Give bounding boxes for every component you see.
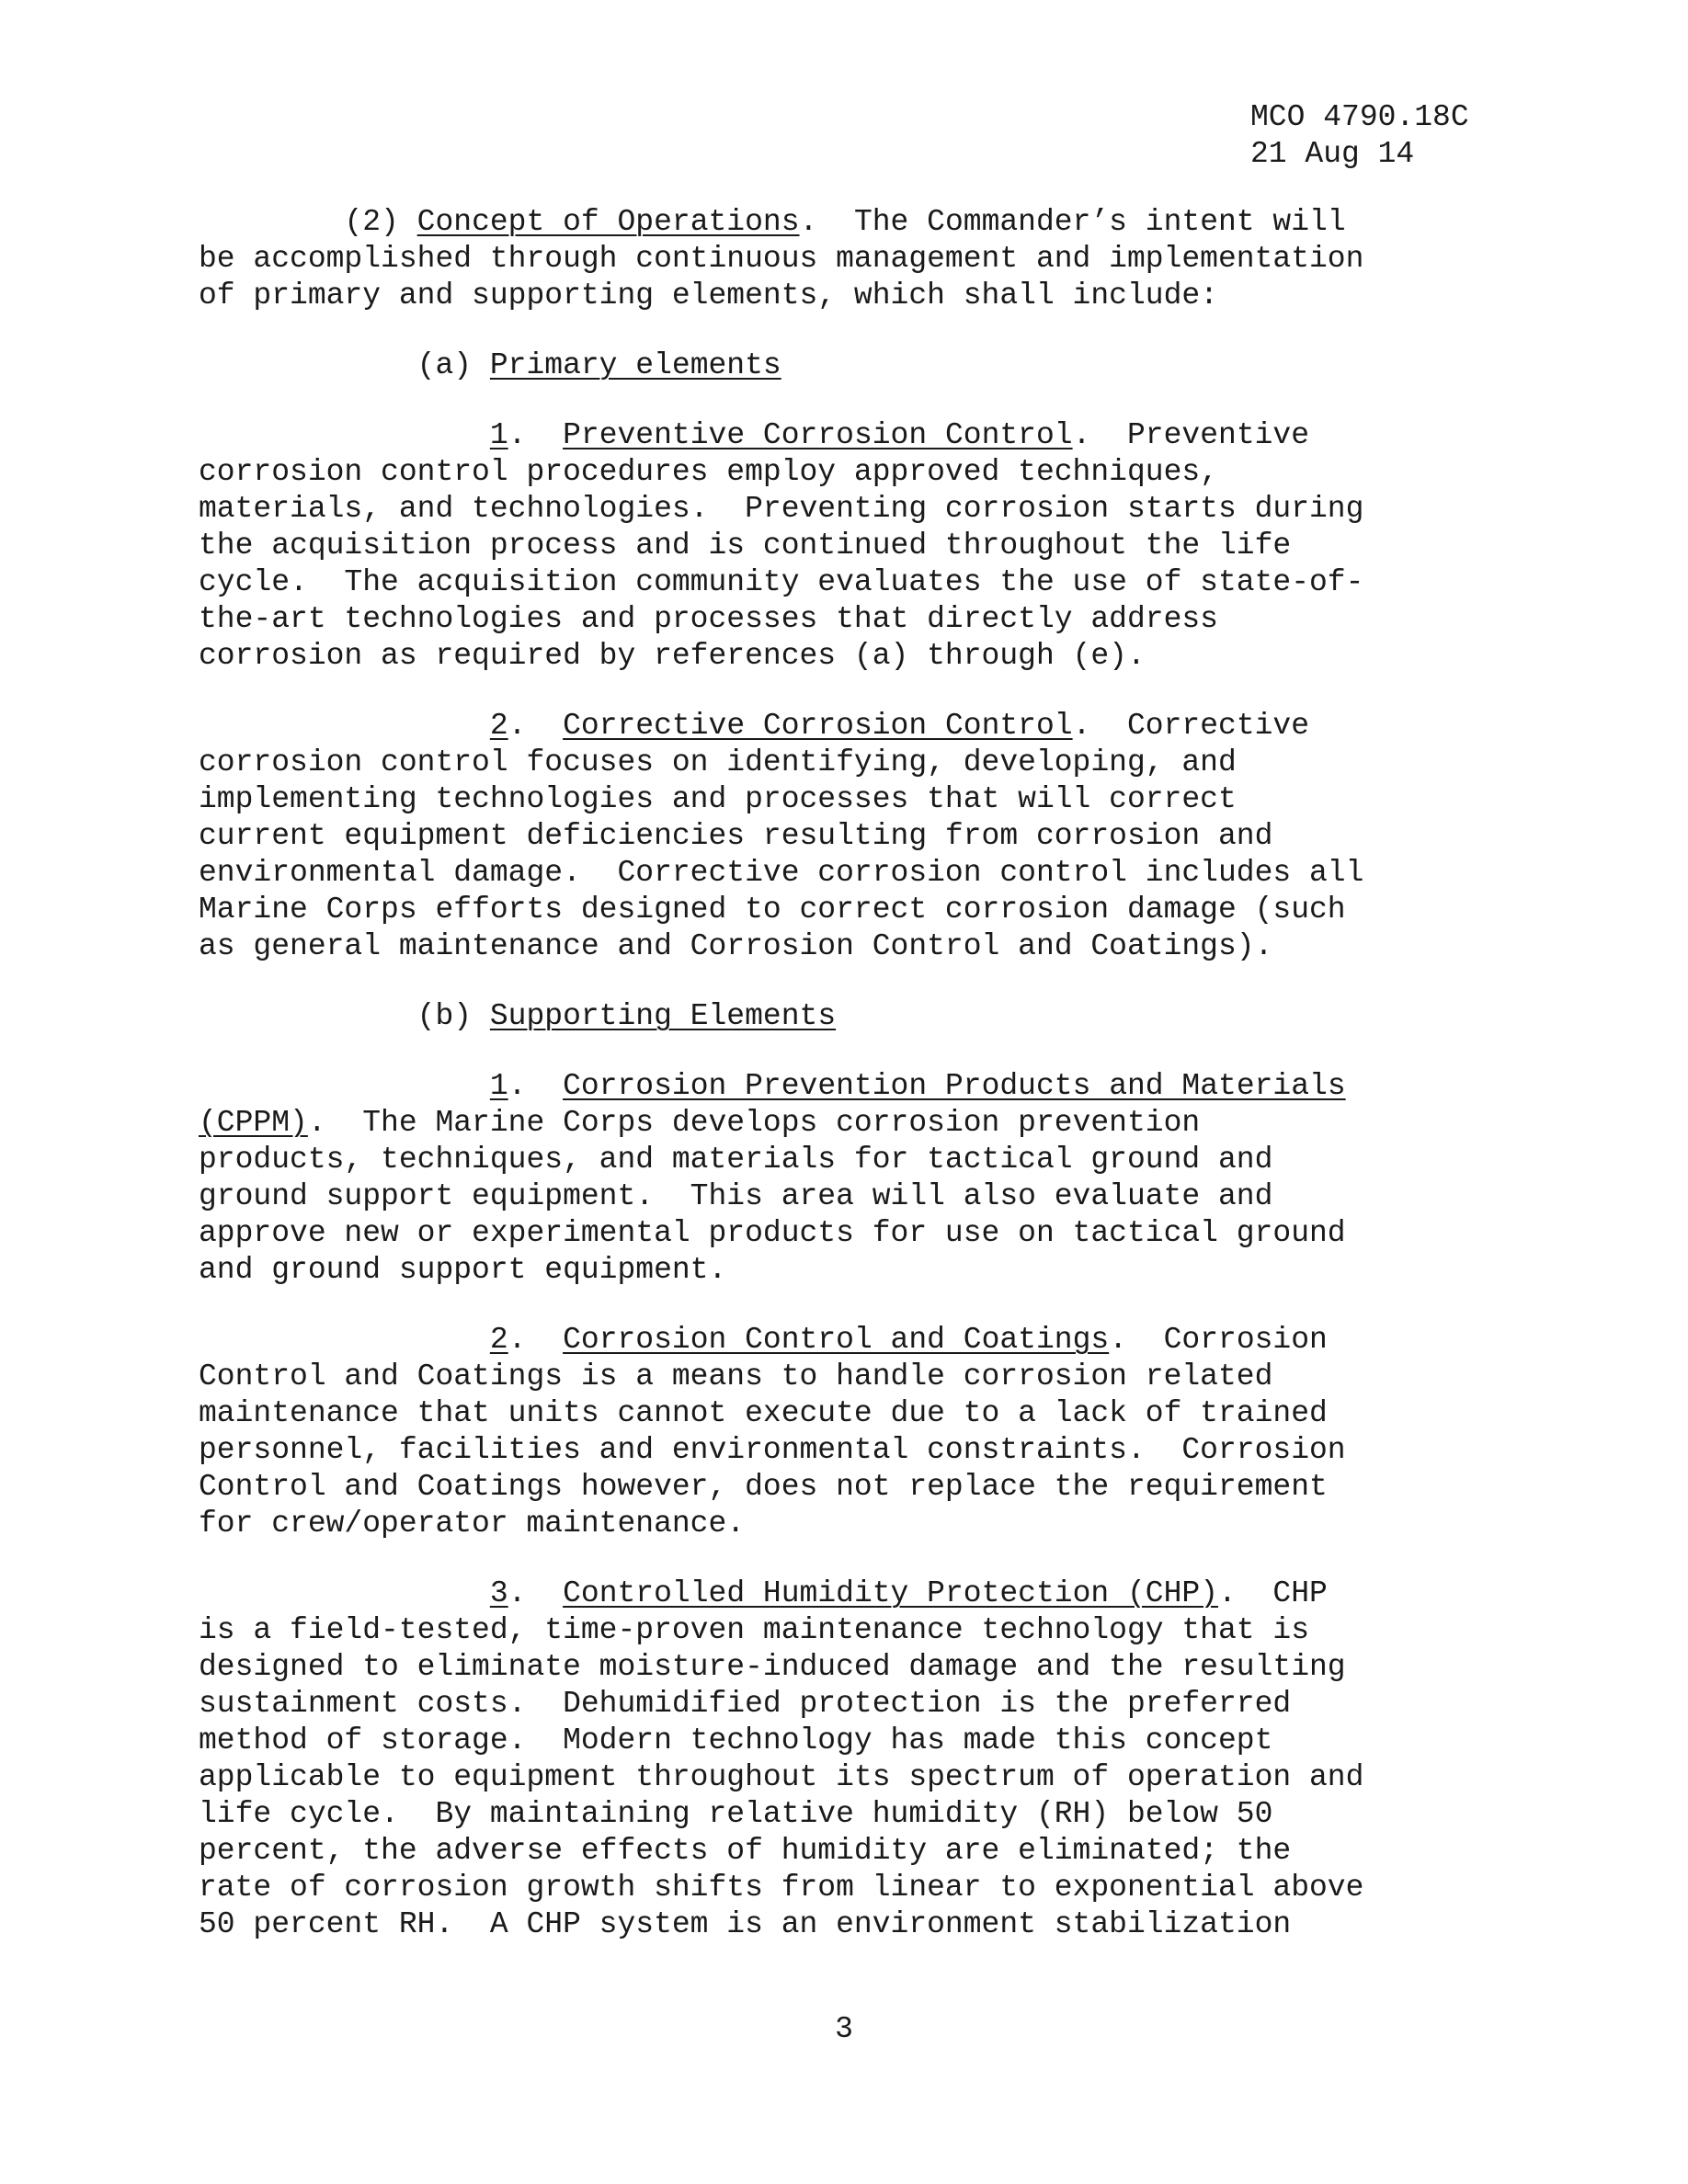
paragraph-line: and ground support equipment. <box>199 1253 727 1287</box>
paragraph-line: rate of corrosion growth shifts from linear to exponential above <box>199 1871 1364 1905</box>
paragraph-line: cycle. The acquisition community evaluates the use of state-of- <box>199 565 1364 599</box>
cppm-title-continued: (CPPM) <box>199 1106 308 1140</box>
coatings-heading-line <box>199 1322 1328 1359</box>
paragraph-line: corrosion as required by references (a) through (e). <box>199 639 1146 673</box>
preventive-heading-line <box>199 417 1309 454</box>
paragraph-line: sustainment costs. Dehumidified protection is the preferred <box>199 1687 1292 1721</box>
document-date: 21 Aug 14 <box>1250 137 1415 171</box>
paragraph-line: products, techniques, and materials for tactical ground and <box>199 1143 1273 1177</box>
paragraph-line: be accomplished through continuous management and implementation <box>199 242 1364 276</box>
cppm-number: 1 <box>489 1069 508 1103</box>
primary-title: Primary elements <box>489 348 781 382</box>
paragraph-line: corrosion control focuses on identifying, developing, and <box>199 745 1237 779</box>
corrective-heading-line <box>199 708 1309 745</box>
paragraph-line: method of storage. Modern technology has made this concept <box>199 1723 1273 1757</box>
paragraph-line: percent, the adverse effects of humidity are eliminated; the <box>199 1834 1292 1868</box>
paragraph-line: implementing technologies and processes that will correct <box>199 782 1237 816</box>
paragraph-line: for crew/operator maintenance. <box>199 1507 746 1541</box>
chp-heading-line <box>199 1575 1328 1612</box>
concept-intro: . The Commander’s intent will <box>799 205 1346 239</box>
cppm-heading-line <box>199 1068 1346 1105</box>
cppm-title: Corrosion Prevention Products and Materials <box>563 1069 1346 1103</box>
preventive-number: 1 <box>489 418 508 452</box>
paragraph-line: personnel, facilities and environmental constraints. Corrosion <box>199 1433 1346 1467</box>
paragraph-line: approve new or experimental products for use on tactical ground <box>199 1216 1346 1250</box>
paragraph-line: Marine Corps efforts designed to correct corrosion damage (such <box>199 893 1346 927</box>
corrective-intro: . Corrective <box>1072 709 1310 743</box>
paragraph-line: the-art technologies and processes that directly address <box>199 602 1218 636</box>
chp-title: Controlled Humidity Protection (CHP) <box>563 1576 1219 1610</box>
page-number: 3 <box>835 2012 853 2046</box>
paragraph-line: the acquisition process and is continued throughout the life <box>199 529 1292 563</box>
paragraph-line: applicable to equipment throughout its spectrum of operation and <box>199 1760 1364 1794</box>
paragraph-line: materials, and technologies. Preventing corrosion starts during <box>199 492 1364 526</box>
paragraph-line: Control and Coatings however, does not replace the requirement <box>199 1470 1328 1504</box>
paragraph-line: environmental damage. Corrective corrosion control includes all <box>199 856 1364 890</box>
concept-heading-line <box>199 204 1346 241</box>
paragraph-line: ground support equipment. This area will also evaluate and <box>199 1179 1273 1213</box>
concept-number: (2) <box>344 205 417 239</box>
concept-title: Concept of Operations <box>416 205 800 239</box>
supporting-label: (b) <box>416 999 490 1033</box>
item-separator: . <box>508 1576 564 1610</box>
cppm-intro-line <box>199 1105 1200 1142</box>
paragraph-line: as general maintenance and Corrosion Control and Coatings). <box>199 929 1273 963</box>
chp-number: 3 <box>489 1576 508 1610</box>
paragraph-line: maintenance that units cannot execute due to a lack of trained <box>199 1396 1328 1430</box>
document-number: MCO 4790.18C <box>1250 100 1469 134</box>
paragraph-line: of primary and supporting elements, which shall include: <box>199 279 1218 313</box>
coatings-intro: . Corrosion <box>1109 1323 1328 1357</box>
primary-label: (a) <box>416 348 490 382</box>
paragraph-line: Control and Coatings is a means to handle corrosion related <box>199 1359 1273 1393</box>
paragraph-line: corrosion control procedures employ approved techniques, <box>199 455 1218 489</box>
corrective-number: 2 <box>489 709 508 743</box>
paragraph-line: designed to eliminate moisture-induced damage and the resulting <box>199 1650 1346 1684</box>
paragraph-line: life cycle. By maintaining relative humidity (RH) below 50 <box>199 1797 1273 1831</box>
supporting-heading <box>199 998 836 1035</box>
coatings-title: Corrosion Control and Coatings <box>563 1323 1110 1357</box>
preventive-intro: . Preventive <box>1072 418 1310 452</box>
cppm-intro: . The Marine Corps develops corrosion prevention <box>307 1106 1201 1140</box>
item-separator: . <box>508 709 564 743</box>
preventive-title: Preventive Corrosion Control <box>563 418 1073 452</box>
supporting-title: Supporting Elements <box>489 999 837 1033</box>
item-separator: . <box>508 1323 564 1357</box>
coatings-number: 2 <box>489 1323 508 1357</box>
item-separator: . <box>508 1069 564 1103</box>
paragraph-line: is a field-tested, time-proven maintenance technology that is <box>199 1613 1309 1647</box>
item-separator: . <box>508 418 564 452</box>
paragraph-line: current equipment deficiencies resulting from corrosion and <box>199 819 1273 853</box>
paragraph-line: 50 percent RH. A CHP system is an environment stabilization <box>199 1907 1292 1941</box>
primary-heading <box>199 347 781 384</box>
chp-intro: . CHP <box>1218 1576 1328 1610</box>
corrective-title: Corrective Corrosion Control <box>563 709 1073 743</box>
